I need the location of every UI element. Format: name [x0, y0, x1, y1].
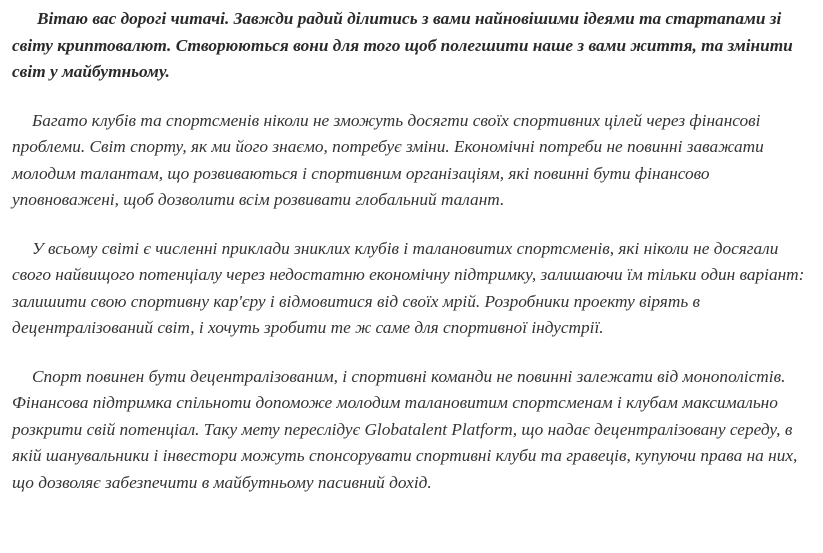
paragraph-decentralized-sport: Спорт повинен бути децентралізованим, і спортивні команди не повинні залежати від монополістів. Фінансова підтримка спільноти допоможе молодим талановитим спортсменам і клубам максимально розкрити свій потенціал. Таку мету переслідує Globatalent Platform, що надає децентралізовану середу, в якій шанувальники і інвестори можуть спонсорувати спортивні клуби та гравеців, купуючи права на них, що дозволяє забезпечити в майбутньому пасивний дохід.	[12, 366, 798, 492]
paragraph-lost-clubs: У всьому світі є численні приклади зниклих клубів і талановитих спортсменів, які ніколи не досягали свого найвищого потенціалу через недостатню економічну підтримку, залишаючи їм тільки один варіант: залишити свою спортивну кар'єру і відмовитися від своїх мрій. Розробники проекту вірять в децентралізований світ, і хочуть зробити те ж саме для спортивної індустрії.	[12, 238, 805, 337]
intro-paragraph: Вітаю вас дорогі читачі. Завжди радий ділитись з вами найновішими ідеями та стартапами зі світу криптовалют. Створюються вони для того щоб полегшити наше з вами життя, та змінити світ у майбутньому.	[12, 9, 793, 81]
paragraph-financial-problems: Багато клубів та спортсменів ніколи не зможуть досягти своїх спортивних цілей через фінансові проблеми. Світ спорту, як ми його знаємо, потребує зміни. Економічні потреби не повинні заважати молодим талантам, що розвиваються і спортивним організаціям, які повинні бути фінансово уповноважені, щоб дозволити всім розвивати глобальний талант.	[12, 110, 764, 209]
article-body	[12, 6, 820, 496]
